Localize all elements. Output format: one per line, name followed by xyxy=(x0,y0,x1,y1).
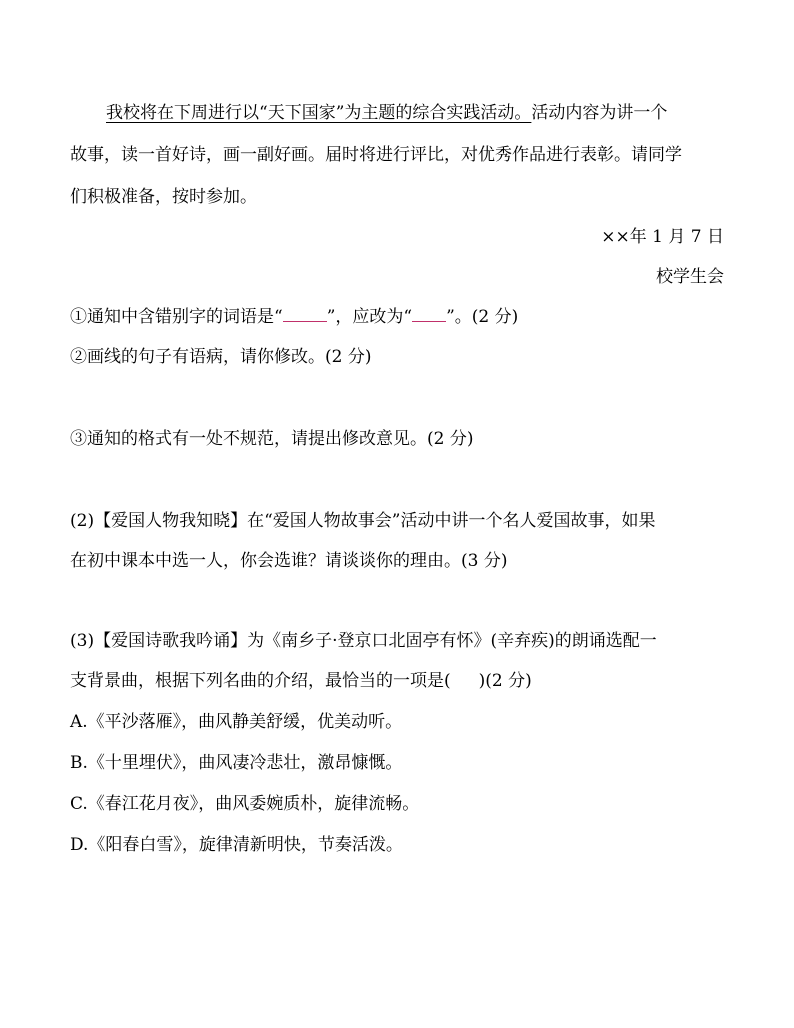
q2-line-1: (2)【爱国人物我知晓】在“爱国人物故事会”活动中讲一个名人爱国故事，如果 xyxy=(70,511,656,531)
q2-line-2: 在初中课本中选一人，你会选谁？请谈谈你的理由。(3 分) xyxy=(70,551,508,571)
q3-line-2 xyxy=(70,670,532,692)
notice-line-2: 故事，读一首好诗，画一副好画。届时将进行评比，对优秀作品进行表彰。请同学 xyxy=(70,145,682,165)
q1-part-2: ②画线的句子有语病，请你修改。(2 分) xyxy=(70,347,372,367)
q3-option-b: B.《十里埋伏》，曲风凄冷悲壮，激昂慷慨。 xyxy=(70,753,403,773)
notice-line-1-rest: 活动内容为讲一个 xyxy=(531,103,668,123)
underlined-sentence: 我校将在下周进行以“天下国家”为主题的综合实践活动。 xyxy=(106,103,532,123)
answer-blank-correction[interactable] xyxy=(412,307,446,322)
notice-line-1 xyxy=(106,102,667,124)
q3-line-2-text-b: )(2 分) xyxy=(478,671,532,691)
q3-line-2-text-a: 支背景曲，根据下列名曲的介绍，最恰当的一项是( xyxy=(70,671,451,691)
answer-blank-wrong-word[interactable] xyxy=(283,307,327,322)
q1-part-1-text-c: ”。(2 分) xyxy=(446,307,519,327)
q1-part-1-text-a: ①通知中含错别字的词语是“ xyxy=(70,307,283,327)
q3-option-c: C.《春江花月夜》，曲风委婉质朴，旋律流畅。 xyxy=(70,794,420,814)
q1-part-1 xyxy=(70,306,518,328)
q1-part-1-text-b: ”，应改为“ xyxy=(326,307,413,327)
notice-line-3: 们积极准备，按时参加。 xyxy=(70,187,257,207)
notice-signature: 校学生会 xyxy=(656,267,724,287)
q1-part-3: ③通知的格式有一处不规范，请提出修改意见。(2 分) xyxy=(70,429,474,449)
q3-line-1: (3)【爱国诗歌我吟诵】为《南乡子·登京口北固亭有怀》(辛弃疾)的朗诵选配一 xyxy=(70,631,657,651)
q3-option-d: D.《阳春白雪》，旋律清新明快，节奏活泼。 xyxy=(70,835,403,855)
notice-date: ××年 1 月 7 日 xyxy=(601,227,724,247)
q3-option-a: A.《平沙落雁》，曲风静美舒缓，优美动听。 xyxy=(70,712,403,732)
